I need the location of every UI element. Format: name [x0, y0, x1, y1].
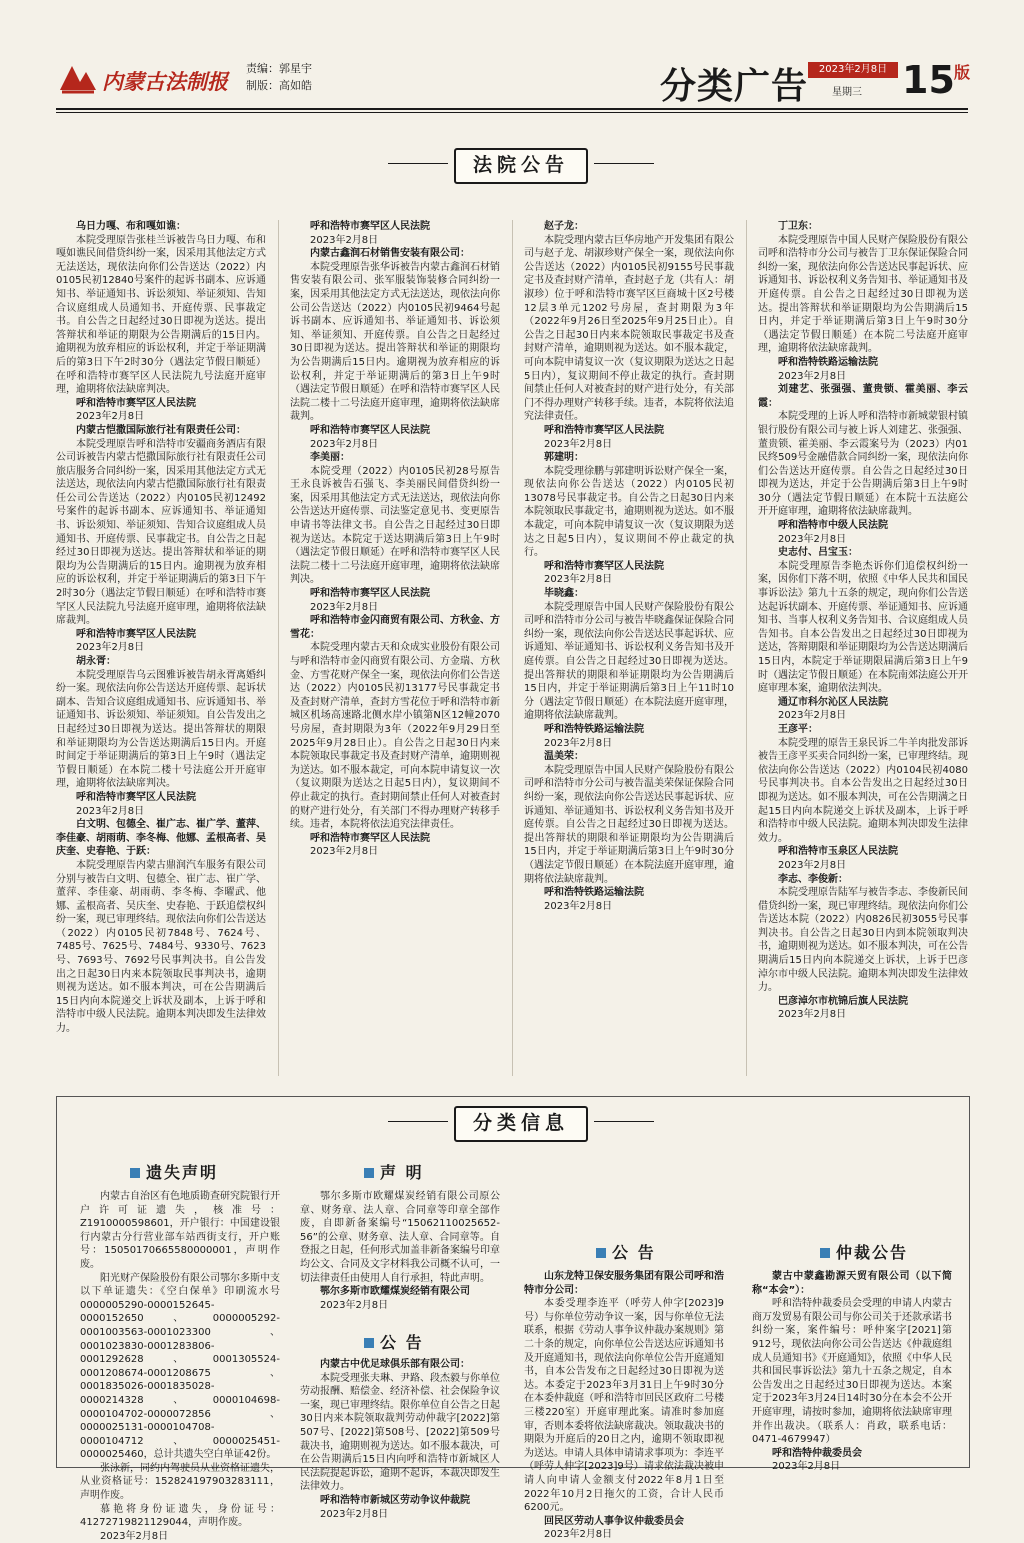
notice-date: 2023年2月8日	[544, 574, 613, 586]
court-column-2	[290, 220, 500, 1076]
notice-date: 2023年2月8日	[778, 533, 847, 545]
notice-date: 2023年2月8日	[310, 438, 379, 450]
notice1-title-text: 公 告	[380, 1333, 424, 1352]
notice-heading: 内蒙古恺撒国际旅行社有限责任公司：	[76, 424, 246, 436]
court-notice	[758, 873, 968, 1023]
notice-court: 呼和浩特铁路运输法院	[544, 723, 644, 735]
notice-date: 2023年2月8日	[778, 370, 847, 382]
date-box	[808, 56, 971, 104]
logo-emblem-icon	[56, 60, 100, 96]
masthead-rule-thin	[56, 112, 968, 113]
notice-court: 巴彦淖尔市杭锦后旗人民法院	[778, 995, 908, 1007]
lost-title-text: 遗失声明	[146, 1163, 219, 1182]
court-notice	[758, 546, 968, 723]
notice-body: 本院受理原告中国人民财产保险股份有限公司呼和浩特市分公司与被告温美荣保证保险合同纠纷一案，现依法向你公告送达民事起诉状、应诉通知、举证通知书、诉讼权利义务告知书及开庭传票。自公告之日起经过30日即视为送达。提出答辩状的期限和举证期限均为公告期满后15日内，并定于举证期满后第3日上午9时30分（遇法定节假日顺延）在本院法庭开庭审理，逾期将依法缺席裁判。	[524, 764, 734, 885]
notice-date: 2023年2月8日	[544, 737, 613, 749]
notice-court: 呼和浩特市赛罕区人民法院	[544, 560, 664, 572]
issue-date: 2023年2月8日	[808, 62, 898, 78]
notice-court: 呼和浩特铁路运输法院	[778, 356, 878, 368]
notice-date: 2023年2月8日	[76, 805, 145, 817]
notice-body: 本院受理原告呼和浩特市安疆商务酒店有限公司诉被告内蒙古恺撒国际旅行社有限责任公司旅店服务合同纠纷一案，因采用其他法定方式无法送达，现依法向内蒙古恺撒国际旅行社有限责任公司公告送达（2022）内0105民初12492号案件的起诉书副本、应诉通知书、举证通知书、诉讼须知、举证须知、告知合议庭组成人员通知书、开庭传票、民事裁定书。自公告之日起经过30日即视为送达。提出答辩状和举证的期限均为公告期满后的15日内。逾期视为放弃相应的诉讼权利，并定于举证期满后的第3日下午2时30分（遇法定节假日顺延）在呼和浩特市赛罕区人民法院九号法庭开庭审理，逾期将依法缺席裁判。	[56, 438, 266, 627]
notice1-date: 2023年2月8日	[320, 1508, 389, 1520]
notice-heading: 李志、李俊新：	[778, 873, 848, 885]
page-number: 15	[902, 58, 955, 102]
lost-para: 阳光财产保险股份有限公司鄂尔多斯中支以下单证遗失：《空白保单》印刷流水号0000005290-0000152645-0000152650、0000005292-0001003563-0001023300、0001023830-0001283806-0001292628、0001305524-0001208674-0001208675、0001835026-0001835028-0000214328、0000104698-0000104702-0000072856、0000025131-0000104708-0000104712、0000025451-0000025460，总计共遗失空白单证42份。	[80, 1272, 280, 1461]
notice-date: 2023年2月8日	[544, 438, 613, 450]
court-column-3	[524, 220, 734, 1076]
square-bullet-icon	[364, 1338, 374, 1348]
lost-notice-column	[80, 1190, 280, 1542]
notice-heading: 刘建艺、张强强、董贵锁、霍美丽、李云霞：	[758, 384, 968, 409]
notice-date: 2023年2月8日	[778, 859, 847, 871]
court-notice	[524, 587, 734, 750]
notice-body: 本院受理原告内蒙古鼎润汽车服务有限公司分别与被告白文明、包德全、崔广志、崔广学、董萍、李佳豪、胡雨萌、李冬梅、李曜武、他娜、孟根高者、吴庆奎、史春艳、于跃追偿权纠纷一案，现已审理终结。现依法向你们公告送达（2022）内0105民初7848号、7624号、7485号、7625号、7484号、9330号、7623号、7693号、7692号民事判决书。自公告发出之日起30日内来本院领取民事判决书，逾期则视为送达。如不服本判决，可在公告期满后15日内向本院递交上诉状及副本，上诉于呼和浩特市中级人民法院。逾期本判决即发生法律效力。	[56, 859, 266, 1035]
court-column-1	[56, 220, 266, 1076]
arbitration-heading: 蒙古中蒙鑫勘源天贸有限公司（以下简称“本会”）：	[752, 1271, 952, 1296]
court-column-4	[758, 220, 968, 1076]
statement-column	[300, 1190, 500, 1320]
notice-date: 2023年2月8日	[310, 234, 379, 246]
court-notice	[524, 451, 734, 587]
court-notice	[56, 220, 266, 424]
notice-heading: 丁卫东：	[778, 221, 818, 232]
notice-date: 2023年2月8日	[76, 642, 145, 654]
notice-body: 本院受理原告张桂兰诉被告乌日力嘎、布和嘎如谯民间借贷纠纷一案，因采用其他法定方式无法送达，现依法向你们公告送达（2022）内0105民初12840号案件的起诉书副本、应诉通知书、举证通知书、诉讼须知、举证须知、告知合议庭组成人员通知书、开庭传票、民事裁定书。自公告之日起经过30日即视为送达。提出答辩状和举证的期限为公告期满后的15日内。逾期视为放弃相应的诉讼权利，并定于举证期满后的第3日下午2时30分（遇法定节假日顺延）在呼和浩特市赛罕区人民法院九号法庭开庭审理，逾期将依法缺席判决。	[56, 234, 266, 396]
court-notice	[56, 818, 266, 1036]
notice-body: 本院受理原告陆军与被告李志、李俊新民间借贷纠纷一案，现已审理终结。现依法向你们公告送达本院（2022）内0826民初3055号民事判决书。自公告之日起30日内到本院领取判决书，逾期则视为送达。如不服本判决，可在公告期满后15日内向本院递交上诉状，上诉于巴彦淖尔市中级人民法院。逾期本判决即发生法律效力。	[758, 887, 968, 994]
notice2-title	[596, 1240, 656, 1263]
producer-credit: 制版：高如皓	[246, 79, 312, 92]
statement-para: 鄂尔多斯市欧耀煤炭经销有限公司原公章、财务章、法人章、合同章等印章全部作废，自即新备案编号“1506211002565​2-56”的公章、财务章、法人章、合同章等。自登报之日起，任何形式加盖非新备案编号印章均公文、合同及文字材料我公司概不认可，一切法律责任由使用人自行承担，特此声明。	[300, 1191, 500, 1284]
arbitration-para: 呼和浩特仲裁委员会受理的申请人内蒙古商万发贸易有限公司与你公司关于还款承诺书纠纷一案，案件编号：呼仲案字[2021]第912号，现依法向你公司公告送达《仲裁庭组成人员通知书》《开庭通知》，依照《中华人民共和国民事诉讼法》第九十五条之规定，自本公告发出之日起经过30日即视为送达。本案定于2023年3月24日14时30分在本会不公开开庭审理，请按时参加，逾期将依法缺席审理并作出裁决。（联系人：肖政，联系电话：0471-4679947）	[752, 1298, 952, 1446]
arbitration-column	[752, 1270, 952, 1473]
notice-body: 本院受理的上诉人呼和浩特市新城蒙银村镇银行股份有限公司与被上诉人刘建艺、张强强、董贵锁、霍美丽、李云霞案号为（2023）内01民终509号金融借款合同纠纷一案，现依法向你们公告送达开庭传票。自公告之日起经过30日即视为送达，并定于公告期满后第3日上午9时30分（遇法定节假日顺延）在本院十五法庭公开开庭审理，逾期将依法缺席裁判。	[758, 411, 968, 518]
arbitration-org: 呼和浩特仲裁委员会	[772, 1447, 862, 1459]
notice-date: 2023年2月8日	[778, 1009, 847, 1021]
notice-heading: 胡永胥：	[76, 656, 116, 667]
notice1-heading: 内蒙古中优足球俱乐部有限公司：	[320, 1359, 470, 1370]
notice1-title	[364, 1330, 424, 1353]
notice-date: 2023年2月8日	[778, 710, 847, 722]
lost-para: 张泳新，同约内驾驶员从业资格证遗失，从业资格证号：152824197903283111，声明作废。	[80, 1462, 280, 1502]
notice-heading: 郭建明：	[544, 452, 584, 464]
notice-date: 2023年2月8日	[310, 846, 379, 858]
notice1-column	[300, 1358, 500, 1520]
notice-heading: 白文明、包德全、崔广志、崔广学、董萍、李佳豪、胡雨萌、李冬梅、他娜、孟根高者、吴庆奎、史春艳、于跃：	[56, 819, 266, 858]
statement-title-text: 声 明	[380, 1163, 424, 1182]
notice-body: 本院受理的原告王泉民诉二牛羊肉批发部诉被告王彦平买卖合同纠纷一案，已审理终结。现依法向你公告送达（2022）内0104民初4080号民事判决书。自本公告发出之日起经过30日即视为送达。如不服本判决，可在公告期满之日起15日内向本院递交上诉状及副本，上诉于呼和浩特市中级人民法院。逾期本判决即发生法律效力。	[758, 737, 968, 844]
notice-heading: 乌日力嘎、布和嘎如谯：	[76, 221, 186, 232]
notice-body: 本院受理（2022）内0105民初28号原告王永良诉被告石强飞、李美丽民间借贷纠纷一案，因采用其他法定方式无法送达，现依法向你公告送达开庭传票、司法鉴定意见书、变更原告申请书等法律文书。自公告之日起经过30日即视为送达。本院定于送达期满后第3日上午9时（遇法定节假日顺延）在呼和浩特市赛罕区人民法院二楼十二号法庭开庭审理，逾期将依法缺席判决。	[290, 465, 500, 586]
notice-date: 2023年2月8日	[76, 411, 145, 423]
notice-heading: 王彦平：	[778, 723, 818, 735]
court-notice	[758, 723, 968, 873]
notice-date: 2023年2月8日	[544, 900, 613, 912]
notice2-heading: 山东龙特卫保安服务集团有限公司呼和浩特市分公司：	[524, 1271, 724, 1296]
arbitration-title-text: 仲裁公告	[836, 1243, 909, 1262]
notice-heading: 毕晓鑫：	[544, 588, 584, 600]
notice-court: 呼和浩特市赛罕区人民法院	[310, 832, 430, 844]
square-bullet-icon	[364, 1168, 374, 1178]
notice-court: 呼和浩特市赛罕区人民法院	[544, 424, 664, 436]
notice-body: 本院受理原告中国人民财产保险股份有限公司呼和浩特市分公司与被告丁卫东保证保险合同纠纷一案，现依法向你公告送达民事起诉状、应诉通知书、诉讼权利义务告知书、举证通知书及开庭传票。自公告之日起经过30日即视为送达。提出答辩状和举证期限均为公告期满后15日内，并定于举证期满后第3日上午9时30分（遇法定节假日顺延）在本院二号法庭开庭审理，逾期将依法缺席裁判。	[758, 234, 968, 355]
statement-date: 2023年2月8日	[320, 1299, 389, 1311]
notice-body: 本院受理徐鹏与郭建明诉讼财产保全一案，现依法向你公告送达（2022）内0105民初13078号民事裁定书。自公告之日起30日内来本院领取民事裁定书，逾期则视为送达。如不服本裁定，可向本院申请复议一次（复议期限为送达之日起5日内），复议期间不停止裁定的执行。	[524, 465, 734, 559]
notice-body: 本院受理内蒙古巨华房地产开发集团有限公司与赵子龙、胡淑珍财产保全一案，现依法向你公告送达（2022）内0105民初9155号民事裁定书及查封财产清单，查封赵子龙（共有人：胡淑珍）位于呼和浩特市赛罕区巨商城十区2号楼12层3单元1202号房屋，查封期限为3年（2022年9月26日至2025年9月25日止）。自公告之日起30日内来本院领取民事裁定书及查封财产清单，逾期则视为送达。如不服本裁定，可向本院申请复议一次（复议期限为送达之日起5日内），复议期间不停止裁定的执行。查封期间禁止任何人对被查封的财产进行处分，有关部门不得办理财产转移手续。违者，本院将依法追究法律责任。	[524, 234, 734, 423]
court-notice	[758, 383, 968, 546]
notice-court: 呼和浩特市赛罕区人民法院	[76, 397, 196, 409]
issue-weekday: 星期三	[832, 87, 862, 98]
editor-credit: 责编：郭星宇	[246, 62, 312, 75]
notice-body: 本院受理原告李艳杰诉你们追偿权纠纷一案，因你们下落不明，依照《中华人民共和国民事诉讼法》第九十五条的规定，现向你们公告送达起诉状副本、开庭传票、举证通知书、应诉通知书、当事人权利义务告知书、合议庭组成人员告知书。自本公告发出之日起经过30日即视为送达，答辩期限和举证期限均为公告送达期满后15日内，本院定于举证期限届满后第3日上午9时（遇法定节假日顺延）在本院南郊法庭公开开庭审理本案，逾期依法判决。	[758, 560, 968, 695]
court-notice	[524, 220, 734, 451]
notice-body: 本院受理原告张华诉被告内蒙古鑫润石材销售安装有限公司、张军服装饰装修合同纠纷一案，因采用其他法定方式无法送达，现依法向你公司公告送达（2022）内0105民初9464号起诉书副本、应诉通知书、举证通知书、诉讼须知、举证须知、开庭传票。自公告之日起经过30日即视为送达。提出答辩状和举证的期限均为公告期满后15日内。逾期视为放弃相应的诉讼权利，并定于举证期满后的第3日上午9时（遇法定节假日顺延）在呼和浩特市赛罕区人民法院二楼十二号法庭开庭审理，逾期将依法缺席裁判。	[290, 261, 500, 423]
statement-title	[364, 1160, 424, 1183]
arbitration-date: 2023年2月8日	[772, 1461, 841, 1473]
newspaper-logo	[56, 60, 232, 96]
court-notice	[56, 655, 266, 818]
notice2-org: 回民区劳动人事争议仲裁委员会	[544, 1515, 684, 1527]
lost-date: 2023年2月8日	[100, 1530, 169, 1542]
page-suffix: 版	[954, 63, 971, 82]
arbitration-title	[820, 1240, 908, 1263]
square-bullet-icon	[596, 1248, 606, 1258]
masthead-rule	[56, 108, 968, 110]
notice-heading: 赵子龙：	[544, 221, 584, 232]
court-notice	[290, 247, 500, 451]
square-bullet-icon	[820, 1248, 830, 1258]
notice-court: 呼和浩特市玉泉区人民法院	[778, 846, 898, 858]
notice-court: 呼和浩特市中级人民法院	[778, 520, 888, 532]
notice2-column	[524, 1270, 724, 1541]
court-notice-banner: 法院公告	[454, 148, 588, 184]
notice2-para: 本委受理李连平（呼劳人仲字[2023]9号）与你单位劳动争议一案，因与你单位无法联系，根据《劳动人事争议仲裁办案规则》第二十条的规定，向你单位公告送达应诉通知书及开庭通知书，现依法向你单位公告开庭通知书，自本公告发布之日起经过30日即视为送达。本委定于2023年3月31日上午9时30分在本委仲裁庭（呼和浩特市回民区政府二号楼三楼220室）开庭审理此案。请准时参加庭审，否则本委将依法缺席裁决。领取裁决书的期限为开庭后的20日之内，逾期不领取即视为送达。申请人具体申请请求事项为：李连平（呼劳人仲字[2023]9号）请求依法裁决被申请人向申请人金额支付2022年8月1日至2022年10月2日拖欠的工资，合计人民币6200元。	[524, 1298, 724, 1514]
notice1-org: 呼和浩特市新城区劳动争议仲裁院	[320, 1494, 470, 1506]
section-title: 分类广告	[660, 66, 809, 107]
court-notice	[524, 750, 734, 913]
square-bullet-icon	[130, 1168, 140, 1178]
notice-court: 呼和浩特市赛罕区人民法院	[310, 588, 430, 600]
masthead	[56, 56, 971, 107]
statement-company: 鄂尔多斯市欧耀煤炭经销有限公司	[320, 1286, 470, 1298]
notice-court: 呼和浩特市赛罕区人民法院	[310, 424, 430, 436]
lost-para: 内蒙古自治区有色地质勘查研究院银行开户许可证遗失，核准号：Z1910000598601，开户银行：中国建设银行内蒙古分行营业部车站西街支行，开户账号：15050170665580000001，声明作废。	[80, 1191, 280, 1270]
notice-body: 本院受理原告中国人民财产保险股份有限公司呼和浩特市分公司与被告毕晓鑫保证保险合同纠纷一案，现依法向你公告送达民事起诉状、应诉通知、举证通知书、诉讼权利义务告知书及开庭传票。自公告之日起经过30日即视为送达。提出答辩状的期限和举证期限均为公告期满后15日内，并定于举证期满后第3日上午11时10分（遇法定节假日顺延）在本院法庭开庭审理，逾期将依法缺席裁判。	[524, 601, 734, 722]
court-notice	[290, 614, 500, 859]
notice-date: 2023年2月8日	[310, 601, 379, 613]
lost-notice-title	[130, 1160, 218, 1183]
notice-court: 呼和浩特市赛罕区人民法院	[76, 791, 196, 803]
notice-heading: 李美丽：	[310, 452, 350, 464]
column-divider	[278, 220, 279, 1076]
notice-court: 呼和浩特铁路运输法院	[544, 887, 644, 899]
notice2-date: 2023年2月8日	[544, 1529, 613, 1541]
notice2-title-text: 公 告	[612, 1243, 656, 1262]
notice-court: 呼和浩特市赛罕区人民法院	[76, 628, 196, 640]
notice-court: 通辽市科尔沁区人民法院	[778, 696, 888, 708]
court-notice	[56, 424, 266, 655]
notice-heading: 温美荣：	[544, 751, 584, 763]
notice-heading: 呼和浩特市金闪商贸有限公司、方秋金、方雪花：	[290, 615, 500, 640]
column-divider	[512, 220, 513, 1076]
credits	[246, 60, 312, 94]
notice-court: 呼和浩特市赛罕区人民法院	[310, 221, 430, 232]
notice-heading: 史志付、吕宝玉：	[778, 547, 858, 559]
court-notice	[758, 220, 968, 383]
notice-body: 本院受理内蒙古天和众成实业股份有限公司与呼和浩特市金闪商贸有限公司、方金瑞、方秋金、方雪花财产保全一案，现依法向你们公告送达（2022）内0105民初13177号民事裁定书及查封财产清单，查封方雪花位于呼和浩特市新城区机场高速路北侧水岸小镇第N区12幢2070号房屋，查封期限为3年（2022年9月29日至2025年9月28日止）。自公告之日起30日内来本院领取民事裁定书及查封财产清单，逾期则视为送达。如不服本裁定，可向本院申请复议一次（复议期限为送达之日起5日内），复议期间不停止裁定的执行。查封期间禁止任何人对被查封的财产进行处分，有关部门不得办理财产转移手续。违者，本院将依法追究法律责任。	[290, 642, 500, 831]
notice-body: 本院受理原告乌云图雅诉被告胡永胥离婚纠纷一案。现依法向你公告送达开庭传票、起诉状副本、告知合议庭组成通知书、应诉通知书、举证通知书、诉讼须知、举证须知。自公告发出之日起经过30日即视为送达。提出答辩状的期限和举证期限均为公告送达期满后15日内。开庭时间定于举证期满后的第3日上午9时（遇法定节假日顺延）在本院二楼十号法庭公开开庭审理，逾期将依法缺席判决。	[56, 669, 266, 790]
court-notice	[290, 451, 500, 614]
notice1-para: 本院受理张夫琳、尹路、段杰毅与你单位劳动报酬、赔偿金、经济补偿、社会保险争议一案，现已审理终结。限你单位自公告之日起30日内来本院领取裁判劳动仲裁字[2022]第507号、[2022]第508号、[2022]第509号裁决书，逾期则视为送达。如不服本裁决，可在公告期满后15日内向呼和浩特市新城区人民法院提起诉讼，逾期不起诉，本裁决即发生法律效力。	[300, 1372, 500, 1493]
classified-banner: 分类信息	[454, 1106, 588, 1142]
column-divider	[746, 220, 747, 1076]
paper-name: 内蒙古法制报	[102, 69, 228, 94]
notice-heading: 内蒙古鑫润石材销售安装有限公司：	[310, 248, 470, 260]
lost-para: 慕艳将身份证遗失，身份证号：41272719821129044，声明作废。	[80, 1503, 280, 1529]
